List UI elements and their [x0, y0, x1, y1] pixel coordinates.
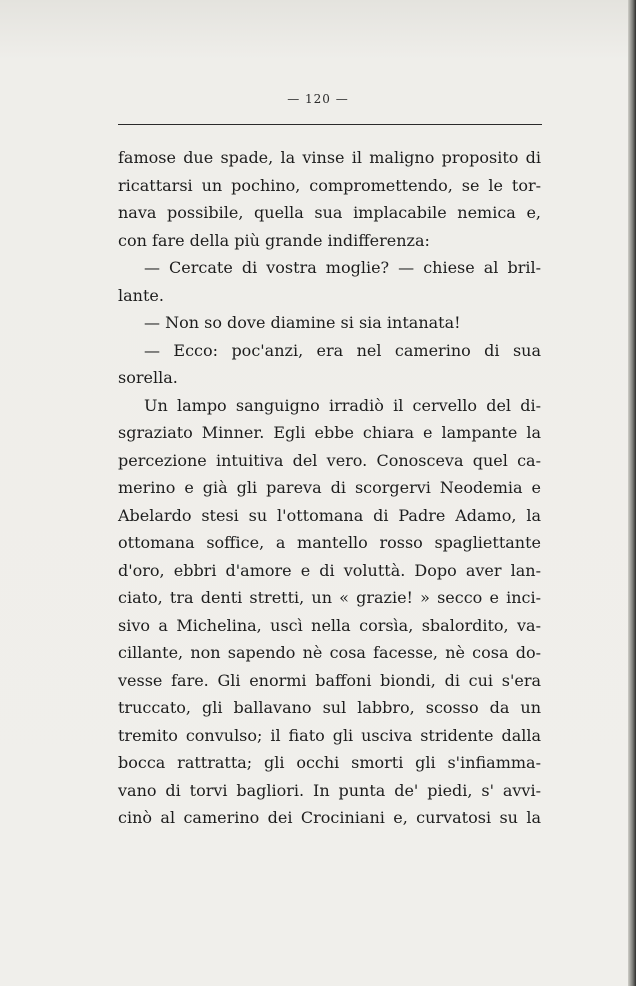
text-line: vesse fare. Gli enormi baffoni biondi, di cui s'era	[118, 670, 541, 690]
page-number: — 120 —	[287, 92, 349, 106]
text-line: sgraziato Minner. Egli ebbe chiara e lampante la	[118, 423, 541, 442]
text-line: d'oro, ebbri d'amore e di voluttà. Dopo aver lan-	[118, 560, 541, 580]
text-line: con fare della più grande indifferenza:	[118, 230, 430, 250]
text-line: tremito convulso; il fiato gli usciva stridente dalla	[118, 725, 541, 745]
text-line: famose due spade, la vinse il maligno proposito di	[118, 148, 541, 167]
text-line: vano di torvi bagliori. In punta de' piedi, s' avvi-	[118, 780, 541, 800]
text-line: Abelardo stesi su l'ottomana di Padre Adamo, la	[118, 505, 541, 525]
text-line: sorella.	[118, 368, 178, 387]
text-line: cillante, non sapendo nè cosa facesse, nè cosa do-	[118, 643, 541, 662]
text-line: bocca rattratta; gli occhi smorti gli s'infiamma-	[118, 753, 541, 772]
text-line: Un lampo sanguigno irradiò il cervello del di-	[144, 395, 541, 415]
text-line: sivo a Michelina, uscì nella corsìa, sbalordito, va-	[118, 615, 541, 635]
text-line: ciato, tra denti stretti, un « grazie! » secco e inci-	[118, 588, 541, 607]
text-line: ottomana soffice, a mantello rosso spagliettante	[118, 533, 541, 552]
header-rule	[118, 124, 542, 125]
text-line: percezione intuitiva del vero. Conosceva quel ca-	[118, 450, 541, 470]
page-edge-shadow	[628, 0, 636, 986]
text-line: — Ecco: poc'anzi, era nel camerino di sua	[144, 340, 541, 360]
text-line: nava possibile, quella sua implacabile nemica e,	[118, 203, 541, 222]
text-line: lante.	[118, 285, 164, 305]
text-line: merino e già gli pareva di scorgervi Neodemia e	[118, 478, 541, 497]
text-line: cinò al camerino dei Crociniani e, curvatosi su la	[118, 808, 541, 827]
text-line: — Cercate di vostra moglie? — chiese al bril-	[144, 258, 541, 277]
text-line: — Non so dove diamine si sia intanata!	[144, 313, 461, 332]
text-line: ricattarsi un pochino, compromettendo, se le tor-	[118, 175, 541, 195]
text-line: truccato, gli ballavano sul labbro, scosso da un	[118, 698, 541, 717]
body-text	[118, 144, 541, 832]
